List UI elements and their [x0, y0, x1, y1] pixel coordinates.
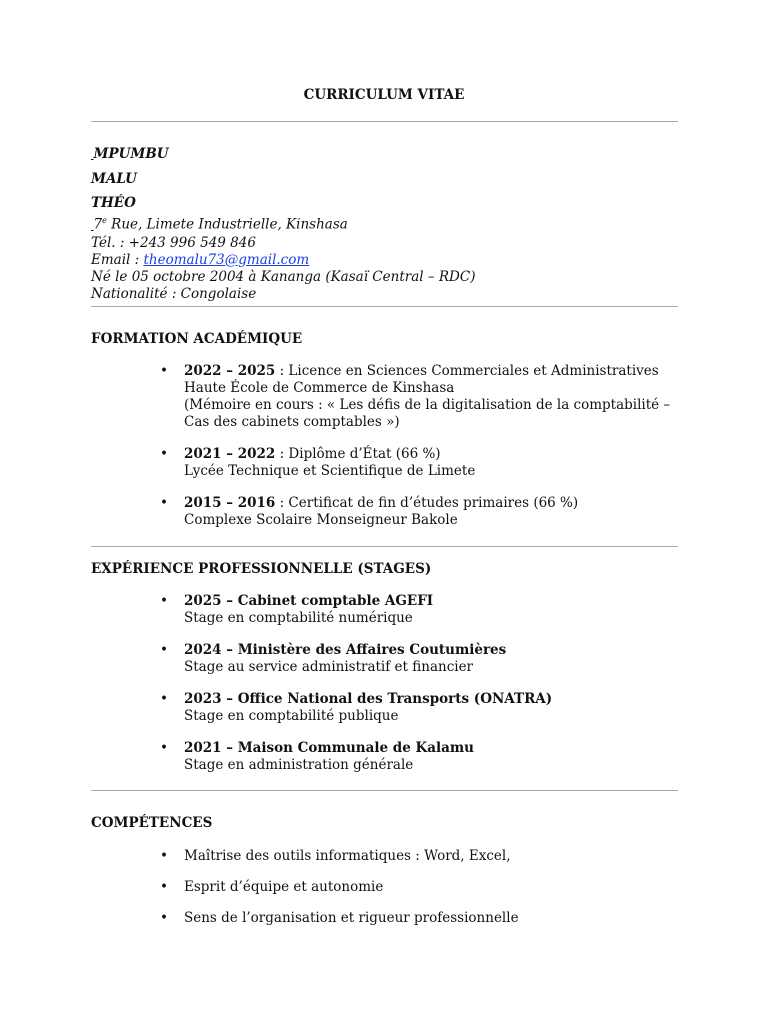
skills-heading: COMPÉTENCES	[91, 815, 213, 831]
phone: Tél. : +243 996 549 846	[91, 234, 256, 251]
document-title: CURRICULUM VITAE	[303, 87, 465, 103]
nationality: Nationalité : Congolaise	[91, 285, 257, 302]
skill-item: • Esprit d’équipe et autonomie	[184, 879, 678, 896]
formation-item: • 2022 – 2025 : Licence en Sciences Commerciales et Administratives Haute École de Commerce de Kinshasa (Mémoire en cours : « Les défis de la digitalisation de la comptabilité – Cas des cabinets comptables »)	[184, 363, 678, 431]
experience-item: • 2024 – Ministère des Affaires Coutumières Stage au service administratif et financier	[184, 642, 678, 676]
experience-list	[184, 593, 678, 789]
divider	[91, 790, 678, 791]
middle-name: MALU	[91, 171, 137, 187]
last-name-line	[91, 146, 475, 164]
skills-list	[184, 848, 678, 941]
email-line: Email : theomalu73@gmail.com	[91, 251, 310, 268]
email-link[interactable]: theomalu73@gmail.com	[143, 251, 310, 268]
last-name: MPUMBU	[93, 146, 169, 162]
address: 7e Rue, Limete Industrielle, Kinshasa	[93, 216, 348, 233]
experience-item: • 2023 – Office National des Transports (ONATRA) Stage en comptabilité publique	[184, 691, 678, 725]
divider	[91, 121, 678, 122]
skill-item: • Sens de l’organisation et rigueur professionnelle	[184, 910, 678, 927]
formation-item: • 2021 – 2022 : Diplôme d’État (66 %) Lycée Technique et Scientifique de Limete	[184, 446, 678, 480]
experience-item: • 2025 – Cabinet comptable AGEFI Stage en comptabilité numérique	[184, 593, 678, 627]
experience-item: • 2021 – Maison Communale de Kalamu Stage en administration générale	[184, 740, 678, 774]
identity-block	[91, 146, 475, 303]
experience-heading: EXPÉRIENCE PROFESSIONNELLE (STAGES)	[91, 561, 432, 577]
skill-item: • Maîtrise des outils informatiques : Word, Excel,	[184, 848, 678, 865]
formation-heading: FORMATION ACADÉMIQUE	[91, 331, 303, 347]
formation-list	[184, 363, 678, 544]
formation-item: • 2015 – 2016 : Certificat de fin d’études primaires (66 %) Complexe Scolaire Monseigneur Bakole	[184, 495, 678, 529]
birth-info: Né le 05 octobre 2004 à Kananga (Kasaï Central – RDC)	[91, 268, 476, 285]
first-name: THÉO	[91, 195, 136, 211]
divider	[91, 546, 678, 547]
divider	[91, 306, 678, 307]
